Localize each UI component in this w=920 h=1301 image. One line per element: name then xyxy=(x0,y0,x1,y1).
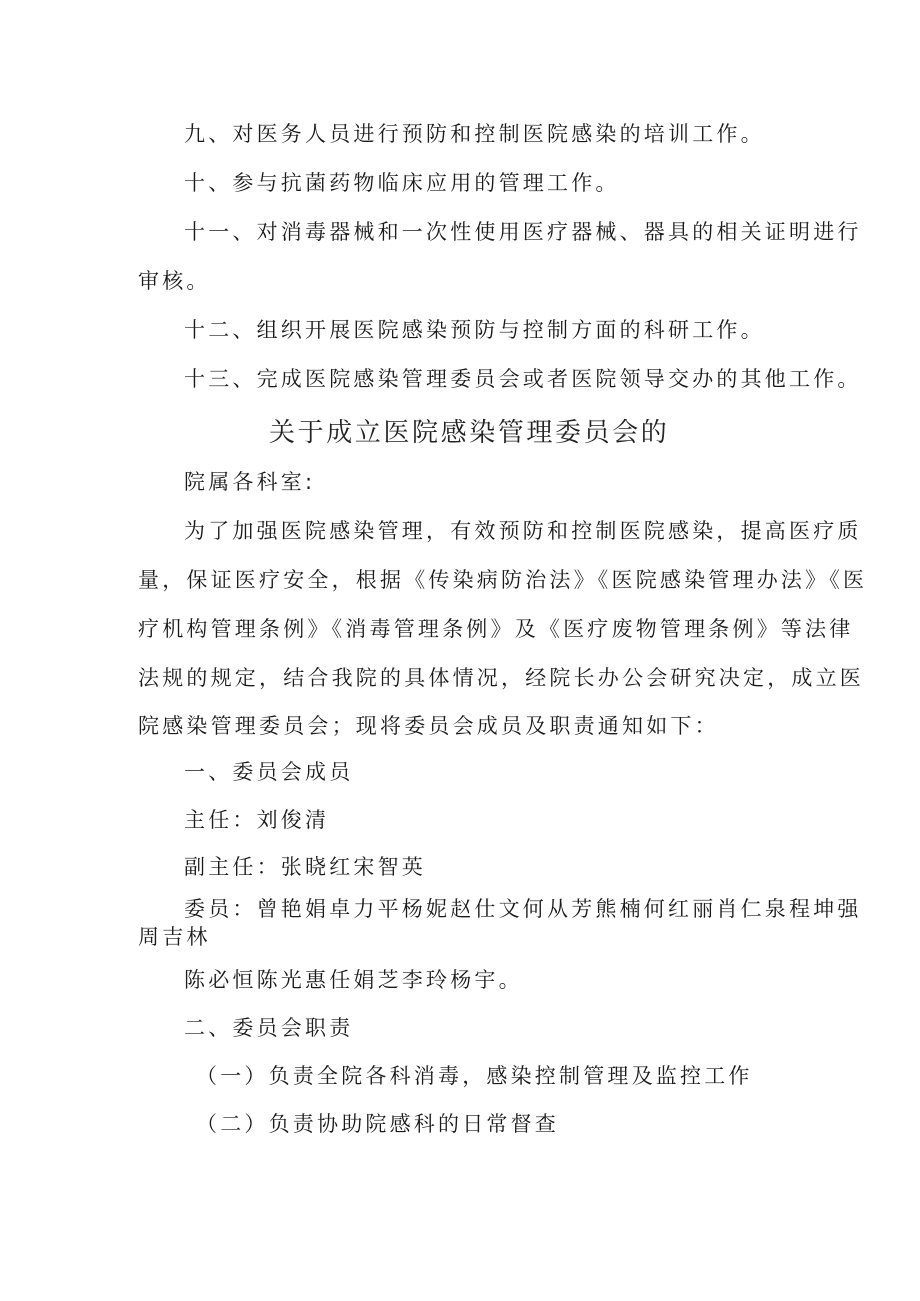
body-line-2: 量，保证医疗安全，根据《传染病防治法》《医院感染管理办法》《医 xyxy=(138,568,868,592)
duty-1: （一）负责全院各科消毒，感染控制管理及监控工作 xyxy=(196,1064,753,1088)
body-line-1: 为了加强医院感染管理，有效预防和控制医院感染，提高医疗质 xyxy=(184,519,862,543)
salutation: 院属各科室: xyxy=(184,470,316,494)
body-line-3: 疗机构管理条例》《消毒管理条例》及《医疗废物管理条例》等法律 xyxy=(138,617,854,641)
notice-title: 关于成立医院感染管理委员会的 xyxy=(269,418,670,448)
item-10: 十、参与抗菌药物临床应用的管理工作。 xyxy=(184,171,620,195)
vice-director-line: 副主任：张晓红宋智英 xyxy=(184,855,426,879)
body-line-4: 法规的规定，结合我院的具体情况，经院长办公会研究决定，成立医 xyxy=(138,666,864,690)
members-line-1: 委员：曾艳娟卓力平杨妮赵仕文何从芳熊楠何红丽肖仁泉程坤强 xyxy=(184,897,862,921)
item-11: 十一、对消毒器械和一次性使用医疗器械、器具的相关证明进行 xyxy=(184,220,862,244)
item-11-continued: 审核。 xyxy=(138,269,211,293)
section-1-heading: 一、委员会成员 xyxy=(184,760,354,784)
duty-2: （二）负责协助院感科的日常督查 xyxy=(196,1112,559,1136)
section-2-heading: 二、委员会职责 xyxy=(184,1016,354,1040)
item-13: 十三、完成医院感染管理委员会或者医院领导交办的其他工作。 xyxy=(184,367,862,391)
members-line-3: 陈必恒陈光惠任娟芝李玲杨宇。 xyxy=(184,968,523,992)
director-line: 主任：刘俊清 xyxy=(184,808,330,832)
item-12: 十二、组织开展医院感染预防与控制方面的科研工作。 xyxy=(184,318,765,342)
body-line-5: 院感染管理委员会；现将委员会成员及职责通知如下： xyxy=(138,714,719,738)
members-line-2: 周吉林 xyxy=(138,925,211,949)
item-9: 九、对医务人员进行预防和控制医院感染的培训工作。 xyxy=(184,122,765,146)
